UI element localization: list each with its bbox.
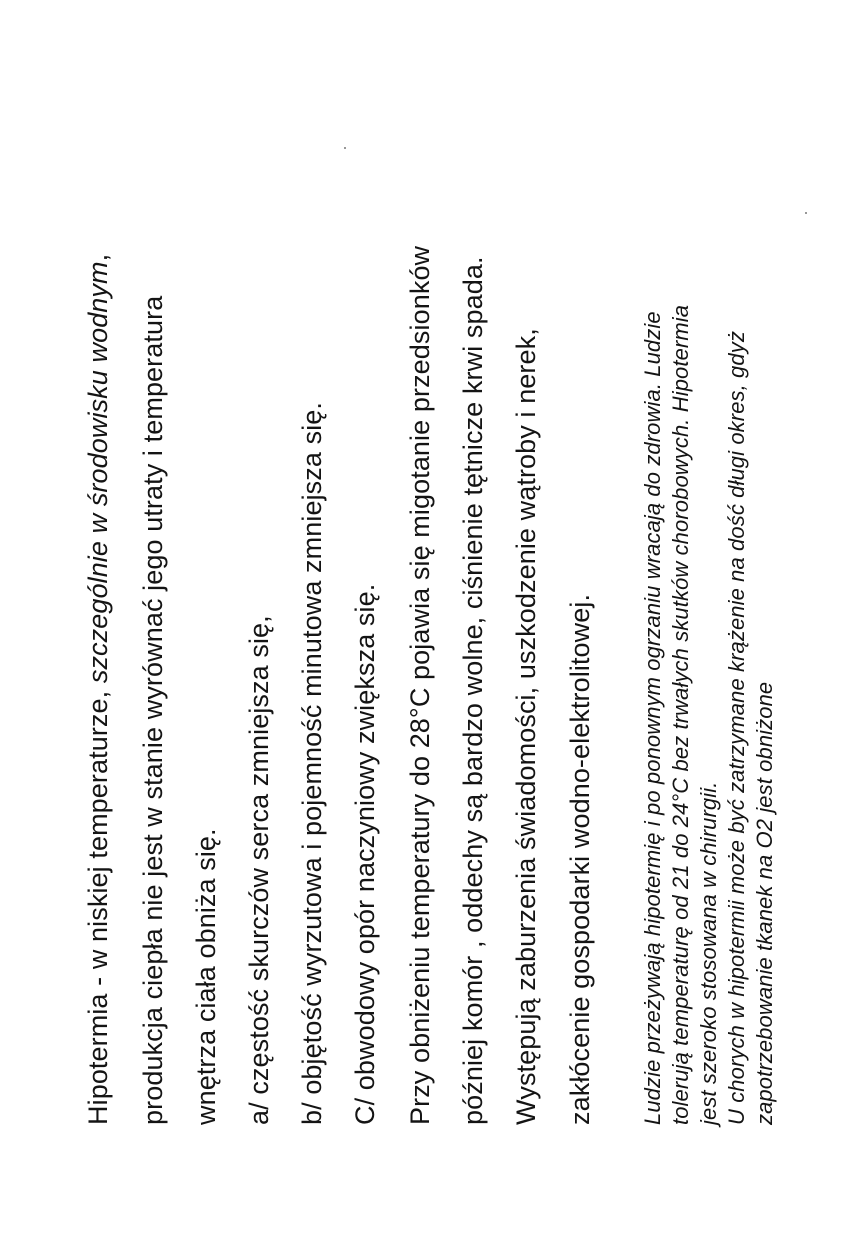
text-line-7: Przy obniżeniu temperatury do 28°C pojawia się migotanie przedsionków: [405, 245, 435, 1125]
text-line-4: a/ częstość skurczów serca zmniejsza się,: [244, 615, 274, 1125]
text-line-3: wnętrza ciała obniża się.: [191, 828, 221, 1125]
note-line-2: tolerują temperaturę od 21 do 24°C bez trwałych skutków chorobowych. Hipotermia: [668, 304, 693, 1125]
text-line-9: Występują zaburzenia świadomości, uszkodzenie wątroby i nerek,: [511, 328, 541, 1125]
note-line-4: U chorych w hipotermii może być zatrzymane krążenie na dość długi okres, gdyż: [724, 331, 749, 1125]
text-line-6: C/ obwodowy opór naczyniowy zwiększa się.: [350, 583, 380, 1125]
text-line-1: [82, 254, 114, 1125]
text-line-8: później komór , oddechy są bardzo wolne, ciśnienie tętnicze krwi spada.: [458, 256, 488, 1125]
note-line-1: Ludzie przeżywają hipotermię i po ponownym ogrzaniu wracają do zdrowia. Ludzie: [640, 311, 665, 1125]
note-line-3: jest szeroko stosowana w chirurgii.: [696, 781, 721, 1125]
scan-speck: [805, 212, 807, 214]
text-line-1-italic: szczególnie w środowisku wodnym: [83, 261, 113, 684]
note-line-5: zapotrzebowanie tkanek na O2 jest obniżone: [752, 681, 777, 1125]
text-line-1-part-3: ,: [83, 253, 113, 262]
text-line-5: b/ objętość wyrzutowa i pojemność minutowa zmniejsza się.: [297, 401, 327, 1125]
text-line-10: zakłócenie gospodarki wodno-elektrolitowej.: [565, 593, 595, 1125]
scan-speck: [344, 147, 346, 149]
text-line-1-part-1: Hipotermia - w niskiej temperaturze,: [83, 683, 113, 1125]
text-line-2: produkcja ciepła nie jest w stanie wyrównać jego utraty i temperatura: [138, 295, 168, 1125]
